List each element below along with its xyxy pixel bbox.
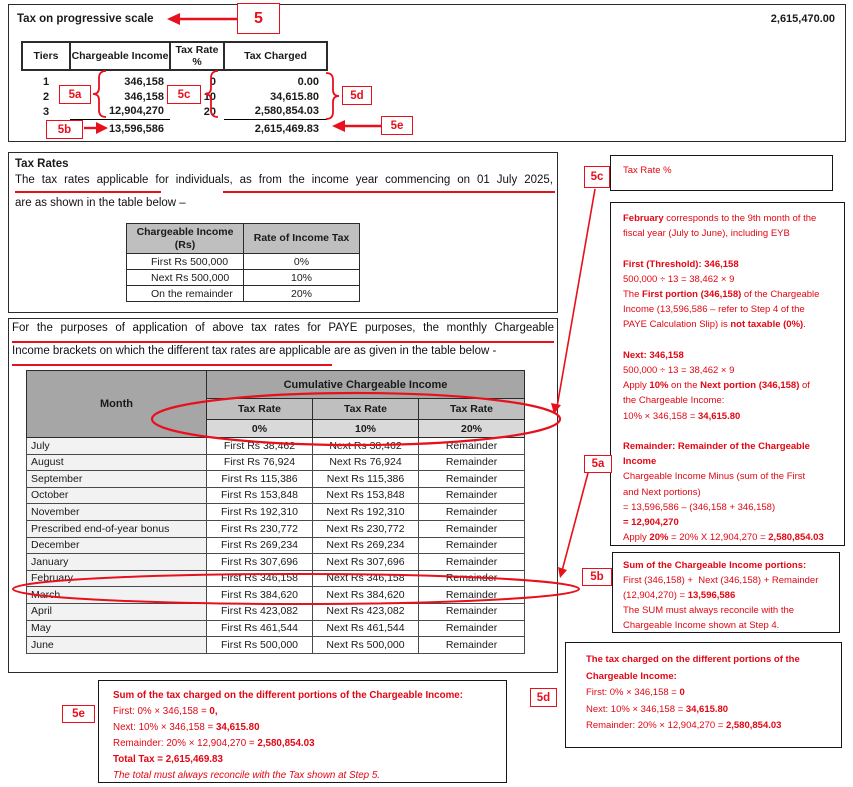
- line-5c-to-header: [557, 189, 595, 407]
- label-5b-note: 5b: [582, 568, 612, 586]
- rates-header-income: Chargeable Income (Rs): [127, 224, 244, 254]
- note-line: Income: [623, 456, 657, 468]
- red-underline: [223, 191, 555, 193]
- month-row: December First Rs 269,234 Next Rs 269,234 Remainder: [27, 537, 525, 554]
- tax-rate-header: Tax Rate: [419, 399, 525, 420]
- red-underline: [12, 341, 554, 343]
- note-line: Total Tax = 2,615,469.83: [113, 754, 223, 765]
- label-5e: 5e: [381, 116, 413, 135]
- month-row: March First Rs 384,620 Next Rs 384,620 Remainder: [27, 587, 525, 604]
- month-column-header: Month: [27, 371, 207, 438]
- month-row: September First Rs 115,386 Next Rs 115,386 Remainder: [27, 471, 525, 488]
- note-line: Chargeable Income:: [586, 670, 677, 682]
- note-line: fiscal year (July to June), including EYB: [623, 228, 790, 240]
- note-sum-tax: [98, 680, 507, 783]
- tax-rate-header: Tax Rate: [313, 399, 419, 420]
- label-5c: 5c: [167, 85, 201, 104]
- month-row: July First Rs 38,462 Next Rs 38,462 Remainder: [27, 438, 525, 455]
- tiers-header-tiers: Tiers: [22, 42, 70, 70]
- paye-brackets-section: [8, 318, 558, 673]
- note-line: [623, 333, 838, 348]
- tax-rates-paragraph-line2: are as shown in the table below –: [15, 197, 186, 209]
- month-row: January First Rs 307,696 Next Rs 307,696 Remainder: [27, 554, 525, 571]
- tax-rates-paragraph-line1: The tax rates applicable for individuals, as from the income year commencing on 01 July 2025,: [15, 174, 553, 186]
- tiers-header-rate: Tax Rate %: [170, 42, 224, 70]
- label-5d-note: 5d: [530, 688, 557, 707]
- paye-paragraph-line2: Income brackets on which the different tax rates are applicable are as given in the table below -: [12, 345, 497, 357]
- label-5c-note: 5c: [584, 166, 610, 188]
- note-line: Apply 10% on the Next portion (346,158) of: [623, 380, 810, 392]
- rate-row: Next Rs 500,000 10%: [127, 270, 360, 286]
- note-line: the Chargeable Income:: [623, 395, 725, 407]
- note-line: Apply 20% = 20% X 12,904,270 = 2,580,854.03: [623, 532, 824, 544]
- note-tax-portions: [565, 642, 842, 748]
- note-line: Chargeable Income shown at Step 4.: [623, 620, 780, 631]
- note-line: [623, 424, 838, 439]
- note-line: The total must always reconcile with the Tax shown at Step 5.: [113, 770, 381, 781]
- red-underline: [12, 364, 332, 366]
- note-line: Remainder: 20% × 12,904,270 = 2,580,854.03: [586, 720, 782, 731]
- section-title: Tax on progressive scale: [17, 13, 154, 25]
- month-row: June First Rs 500,000 Next Rs 500,000 Remainder: [27, 637, 525, 654]
- month-row: November First Rs 192,310 Next Rs 192,310 Remainder: [27, 504, 525, 521]
- label-5a: 5a: [59, 85, 91, 104]
- note-line: [623, 241, 838, 256]
- tax-rates-section: [8, 152, 558, 313]
- progressive-scale-section: [8, 4, 846, 142]
- note-line: The tax charged on the different portions of the: [586, 654, 800, 665]
- tier-row: 2 346,158 10 34,615.80: [42, 90, 319, 103]
- red-underline: [15, 191, 161, 193]
- month-row: April First Rs 423,082 Next Rs 423,082 Remainder: [27, 603, 525, 620]
- tiers-header-income: Chargeable Income: [70, 42, 170, 70]
- note-line: First: 0% × 346,158 = 0,: [113, 706, 218, 717]
- rates-header-row: [127, 224, 360, 254]
- arrow-5a-head: [558, 567, 567, 578]
- paye-paragraph-line1: For the purposes of application of above tax rates for PAYE purposes, the monthly Chargeable: [12, 322, 554, 334]
- note-line: PAYE Calculation Slip) is not taxable (0%).: [623, 319, 806, 331]
- label-5d: 5d: [342, 86, 372, 105]
- note-line: Next: 346,158: [623, 349, 684, 361]
- tax-rates-title: Tax Rates: [15, 158, 69, 170]
- month-row: May First Rs 461,544 Next Rs 461,544 Remainder: [27, 620, 525, 637]
- rate-0-header: 0%: [207, 420, 313, 438]
- line-5a-to-february: [562, 473, 588, 571]
- tax-rate-header: Tax Rate: [207, 399, 313, 420]
- label-5a-note: 5a: [584, 455, 612, 473]
- month-row: Prescribed end-of-year bonus First Rs 230,772 Next Rs 230,772 Remainder: [27, 520, 525, 537]
- label-5e-note: 5e: [62, 705, 95, 723]
- note-line: Income (13,596,586 – refer to Step 4 of the: [623, 304, 805, 316]
- total-chargeable-income: 13,596,586: [70, 119, 170, 136]
- monthly-brackets-table: [26, 370, 525, 654]
- tier-row: 3 12,904,270 20 2,580,854.03: [42, 105, 319, 118]
- tiers-header-charged: Tax Charged: [224, 42, 327, 70]
- rate-10-header: 10%: [313, 420, 419, 438]
- note-line: Chargeable Income Minus (sum of the First: [623, 471, 806, 483]
- monthly-header-row-group: [27, 371, 525, 399]
- tax-rates-table: [126, 223, 360, 302]
- note-line: Next: 10% × 346,158 = 34,615.80: [113, 722, 260, 733]
- rates-header-rate: Rate of Income Tax: [244, 224, 360, 254]
- rate-row: On the remainder 20%: [127, 286, 360, 302]
- note-line: The SUM must always reconcile with the: [623, 605, 795, 616]
- note-line: = 13,596,586 – (346,158 + 346,158): [623, 501, 776, 513]
- note-tax-rate-text: Tax Rate %: [623, 165, 672, 176]
- note-line: Remainder: 20% × 12,904,270 = 2,580,854.03: [113, 738, 315, 749]
- month-row: February First Rs 346,158 Next Rs 346,158 Remainder: [27, 570, 525, 587]
- total-tax-amount: 2,615,470.00: [770, 13, 835, 25]
- tier-row: 1 346,158 0 0.00: [42, 76, 319, 89]
- tiers-header-row: [22, 42, 327, 70]
- note-line: Sum of the tax charged on the different portions of the Chargeable Income:: [113, 690, 463, 701]
- note-line: 500,000 ÷ 13 = 38,462 × 9: [623, 273, 735, 285]
- label-step5: 5: [237, 3, 280, 34]
- note-line: Sum of the Chargeable Income portions:: [623, 560, 807, 571]
- note-line: (12,904,270) = 13,596,586: [623, 590, 736, 601]
- rate-20-header: 20%: [419, 420, 525, 438]
- total-tax-charged: 2,615,469.83: [224, 119, 327, 136]
- note-line: Next: 10% × 346,158 = 34,615.80: [586, 703, 729, 715]
- note-line: February corresponds to the 9th month of the: [623, 213, 817, 224]
- note-sum-income: [612, 552, 840, 633]
- note-line: First: 0% × 346,158 = 0: [586, 687, 685, 698]
- note-tax-rate: [610, 155, 833, 191]
- note-line: The First portion (346,158) of the Chargeable: [623, 289, 820, 301]
- note-february-explanation: [610, 202, 845, 546]
- rate-row: First Rs 500,000 0%: [127, 254, 360, 270]
- month-row: October First Rs 153,848 Next Rs 153,848 Remainder: [27, 487, 525, 504]
- note-line: Remainder: Remainder of the Chargeable: [623, 441, 810, 453]
- note-line: = 12,904,270: [623, 517, 679, 529]
- note-line: and Next portions): [623, 486, 701, 498]
- note-line: First (346,158) + Next (346,158) + Remainder: [623, 575, 819, 586]
- cumulative-income-header: Cumulative Chargeable Income: [207, 371, 525, 399]
- note-line: First (Threshold): 346,158: [623, 258, 739, 270]
- note-line: 500,000 ÷ 13 = 38,462 × 9: [623, 365, 735, 377]
- month-row: August First Rs 76,924 Next Rs 76,924 Remainder: [27, 454, 525, 471]
- label-5b: 5b: [46, 120, 83, 139]
- note-line: 10% × 346,158 = 34,615.80: [623, 410, 741, 422]
